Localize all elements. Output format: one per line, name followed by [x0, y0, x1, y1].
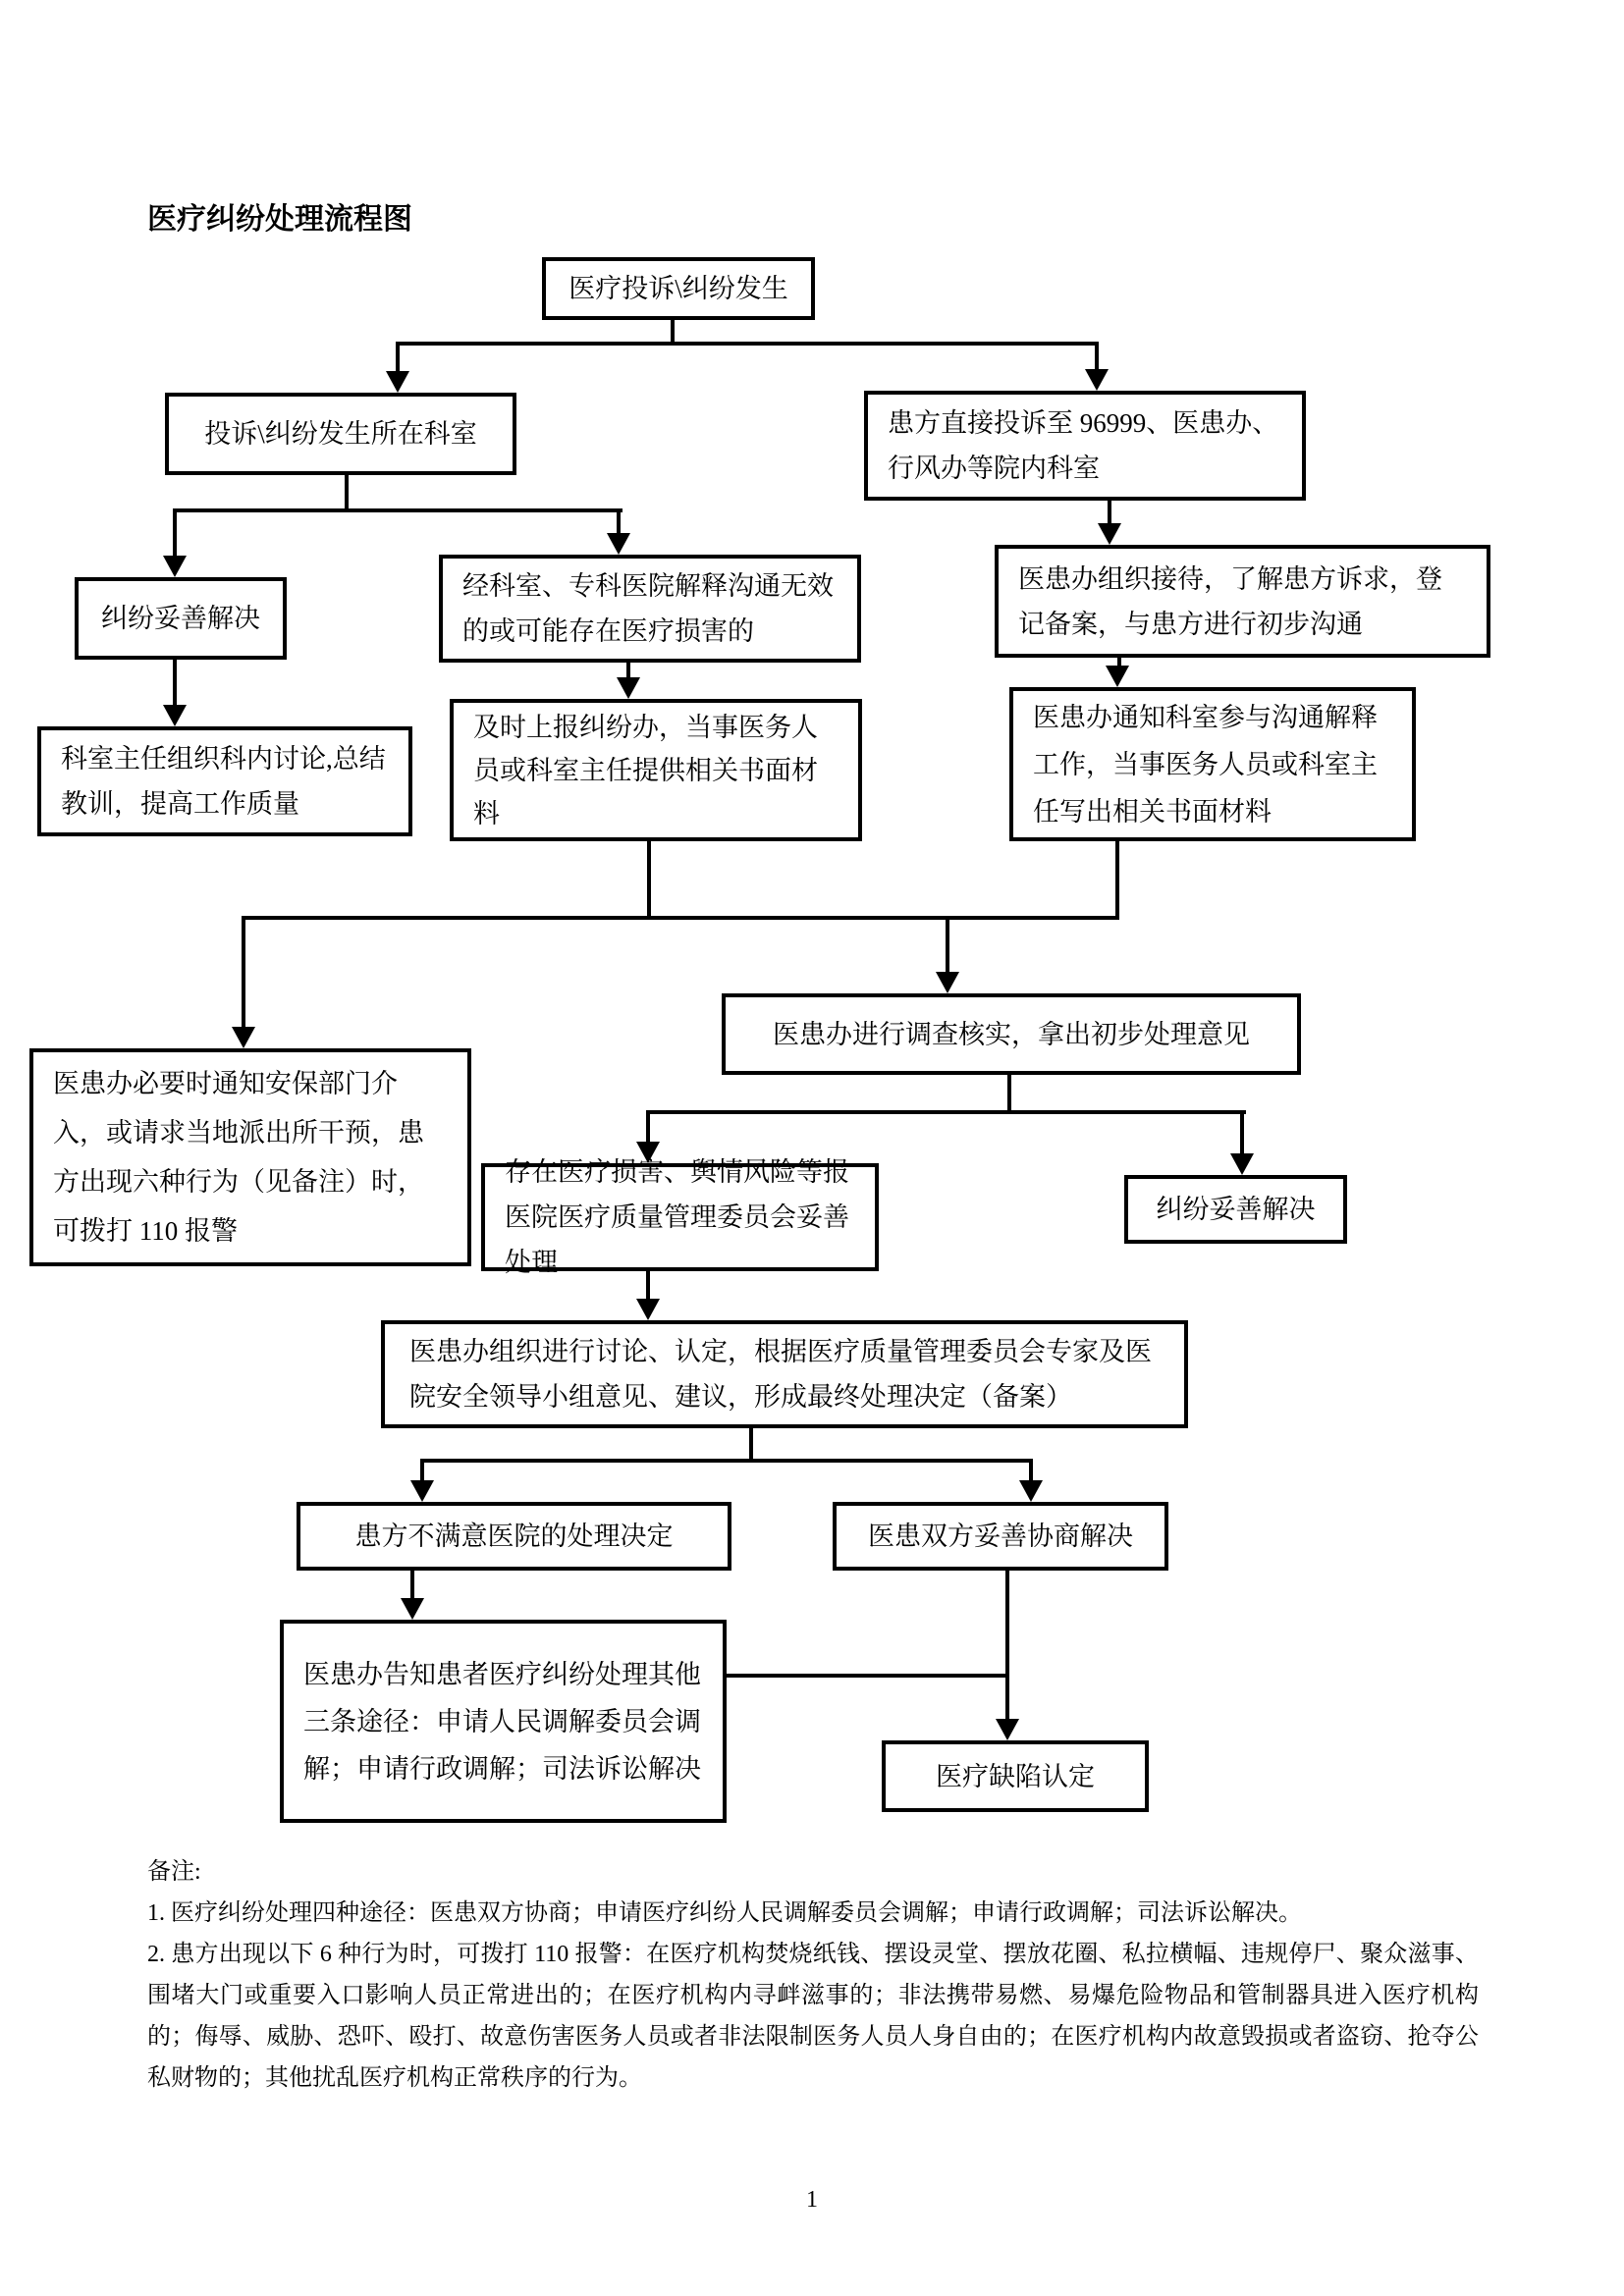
- node-reception-label: 医患办组织接待，了解患方诉求，登记备案，与患方进行初步沟通: [1018, 563, 1442, 639]
- arrow-into-report: [617, 677, 640, 699]
- node-resolved-late: [1124, 1175, 1347, 1244]
- arrow-into-reception: [1098, 523, 1121, 545]
- node-security-label: 医患办必要时通知安保部门介入，或请求当地派出所干预，患方出现六种行为（见备注）时，可拨打 110 报警: [53, 1069, 424, 1246]
- node-defect-label: 医疗缺陷认定: [936, 1761, 1095, 1791]
- node-damage-report: [481, 1157, 879, 1277]
- arrow-into-resolved2: [1230, 1153, 1254, 1175]
- node-unsatisfied-label: 患方不满意医院的处理决定: [354, 1522, 674, 1551]
- node-start: [542, 257, 815, 320]
- notes-section: [147, 1851, 1479, 2099]
- connector-drop-security: [242, 916, 245, 1029]
- node-resolved-late-label: 纠纷妥善解决: [1156, 1195, 1316, 1224]
- node-damage-report-label: 存在医疗损害、舆情风险等报医院医疗质量管理委员会妥善处理: [505, 1157, 849, 1277]
- note-item-1: 1. 医疗纠纷处理四种途径：医患双方协商；申请医疗纠纷人民调解委员会调解；申请行政调解；司法诉讼解决。: [147, 1900, 1302, 1926]
- connector-merge-horizontal: [242, 916, 1119, 920]
- node-ineffective: [439, 555, 861, 663]
- node-negotiated-label: 医患双方妥善协商解决: [868, 1522, 1133, 1551]
- node-inform-channels: [280, 1620, 727, 1823]
- arrow-into-ineffective: [607, 533, 630, 555]
- connector-dept-stub: [345, 475, 349, 510]
- connector-split2-left-drop: [173, 508, 177, 558]
- node-reception: [995, 545, 1490, 658]
- arrow-into-resolved1: [163, 556, 187, 577]
- node-resolved-early-label: 纠纷妥善解决: [101, 604, 260, 633]
- node-notify-dept: [1009, 687, 1416, 841]
- connector-split2-right-drop: [617, 508, 621, 535]
- connector-inform-to-defect-horizontal: [727, 1674, 1007, 1678]
- page-number: 1: [806, 2187, 818, 2213]
- arrow-into-defect: [996, 1719, 1019, 1740]
- node-security: [29, 1048, 471, 1266]
- node-defect: [882, 1740, 1149, 1812]
- arrow-into-investigate: [936, 972, 959, 993]
- arrow-into-security: [232, 1027, 255, 1048]
- connector-negotiated-to-defect: [1005, 1571, 1009, 1721]
- node-investigate-label: 医患办进行调查核实，拿出初步处理意见: [773, 1019, 1250, 1049]
- node-dept-label: 投诉\纠纷发生所在科室: [204, 419, 477, 449]
- arrow-into-damage: [636, 1142, 660, 1163]
- connector-drop-investigate: [946, 916, 949, 974]
- connector-split4-right-drop: [1029, 1459, 1033, 1482]
- node-inform-channels-label: 医患办告知患者医疗纠纷处理其他三条途径：申请人民调解委员会调解；申请行政调解；司法诉讼解决: [303, 1659, 701, 1784]
- node-start-label: 医疗投诉\纠纷发生: [568, 274, 788, 303]
- arrow-into-dept: [386, 371, 409, 393]
- connector-split3-right-drop: [1240, 1110, 1244, 1155]
- node-unsatisfied: [297, 1502, 731, 1571]
- node-negotiated: [833, 1502, 1168, 1571]
- node-resolved-early: [75, 577, 287, 660]
- node-dept-summary: [37, 726, 412, 836]
- node-investigate: [722, 993, 1301, 1075]
- connector-split1-right-drop: [1095, 342, 1099, 371]
- arrow-into-direct: [1085, 369, 1109, 391]
- connector-split4-horizontal: [420, 1459, 1033, 1463]
- connector-split4-left-drop: [420, 1459, 424, 1482]
- note-item-2: 2. 患方出现以下 6 种行为时，可拨打 110 报警：在医疗机构焚烧纸钱、摆设灵堂、摆放花圈、私拉横幅、违规停尸、聚众滋事、围堵大门或重要入口影响人员正常进出的；在医疗机构内寻衅滋事的；非法携带易燃、易爆危险物品和管制器具进入医疗机构的；侮辱、威胁、恐吓、殴打、故意伤害医务人员或者非法限制医务人员人身自由的；在医疗机构内故意毁损或者盗窃、抢夺公私财物的；其他扰乱医疗机构正常秩序的行为。: [147, 1942, 1479, 2091]
- arrow-into-unsatisfied: [410, 1480, 434, 1502]
- arrow-into-notify: [1106, 666, 1129, 687]
- connector-split2-horizontal: [173, 508, 623, 512]
- connector-split1-left-drop: [396, 342, 400, 373]
- node-direct-complaint-label: 患方直接投诉至 96999、医患办、行风办等院内科室: [888, 408, 1279, 483]
- connector-report-down: [647, 841, 651, 920]
- connector-resolved1-to-summary: [173, 660, 177, 707]
- connector-investigate-stub: [1007, 1075, 1011, 1114]
- node-report-materials-label: 及时上报纠纷办，当事医务人员或科室主任提供相关书面材料: [473, 712, 818, 828]
- node-report-materials: [450, 699, 862, 841]
- arrow-into-summary: [163, 705, 187, 726]
- node-direct-complaint: [864, 391, 1306, 501]
- connector-split3-horizontal: [646, 1110, 1246, 1114]
- node-notify-dept-label: 医患办通知科室参与沟通解释工作，当事医务人员或科室主任写出相关书面材料: [1033, 702, 1378, 827]
- arrow-into-negotiated: [1019, 1480, 1043, 1502]
- notes-heading: 备注:: [147, 1859, 201, 1885]
- page-title: 医疗纠纷处理流程图: [147, 203, 412, 236]
- connector-split1-horizontal: [396, 342, 1099, 346]
- arrow-into-decision: [636, 1299, 660, 1320]
- connector-decision-stub: [749, 1428, 753, 1463]
- node-dept-summary-label: 科室主任组织科内讨论,总结教训，提高工作质量: [61, 744, 386, 819]
- arrow-into-inform: [401, 1598, 424, 1620]
- connector-damage-to-decision: [646, 1271, 650, 1301]
- node-final-decision-label: 医患办组织进行讨论、认定，根据医疗质量管理委员会专家及医院安全领导小组意见、建议，形成最终处理决定（备案）: [409, 1337, 1152, 1412]
- connector-notify-down: [1115, 841, 1119, 920]
- connector-direct-to-reception: [1108, 501, 1111, 525]
- node-dept: [165, 393, 516, 475]
- node-ineffective-label: 经科室、专科医院解释沟通无效的或可能存在医疗损害的: [462, 571, 834, 646]
- connector-unsatisfied-to-inform: [410, 1571, 414, 1600]
- connector-split3-left-drop: [646, 1110, 650, 1144]
- node-final-decision: [381, 1320, 1188, 1428]
